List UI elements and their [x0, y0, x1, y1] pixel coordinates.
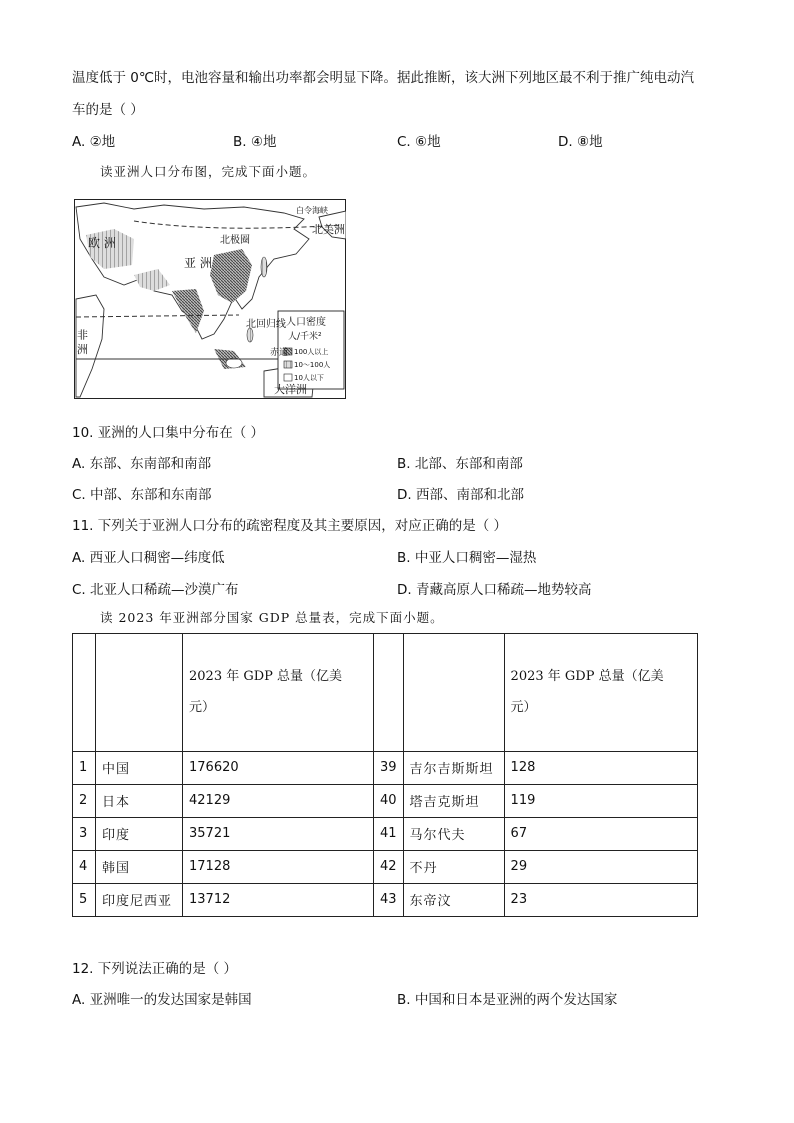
- table-row: [73, 817, 698, 850]
- map-label-north-america: 北美洲: [312, 223, 345, 236]
- rank-cell: 39: [374, 751, 404, 784]
- q9-stem-line2: 车的是（ ）: [72, 102, 144, 118]
- q11-option-c: C. 北亚人口稀疏—沙漠广布: [72, 582, 239, 598]
- gdp-cell: 17128: [183, 850, 374, 883]
- country-cell: 日本: [96, 784, 183, 817]
- header-empty-cell: [96, 634, 183, 752]
- rank-cell: 42: [374, 850, 404, 883]
- country-cell: 马尔代夫: [403, 817, 504, 850]
- map-label-oceania: 大洋洲: [274, 383, 307, 396]
- gdp-cell: 35721: [183, 817, 374, 850]
- gdp-table: [72, 633, 698, 917]
- table-intro: 读 2023 年亚洲部分国家 GDP 总量表，完成下面小题。: [100, 610, 444, 625]
- gdp-cell: 42129: [183, 784, 374, 817]
- legend-label-sparse: 10人以下: [294, 374, 324, 382]
- gdp-cell: 23: [504, 883, 697, 916]
- header-empty-cell: [403, 634, 504, 752]
- country-cell: 印度尼西亚: [96, 883, 183, 916]
- q10-option-a: A. 东部、东南部和南部: [72, 456, 212, 472]
- map-label-asia: 亚 洲: [184, 256, 212, 270]
- map-label-europe: 欧 洲: [88, 236, 116, 250]
- legend-label-dense: 100人以上: [294, 348, 329, 356]
- rank-cell: 4: [73, 850, 96, 883]
- table-header-row: [73, 634, 698, 752]
- map-label-bering: 白令海峡: [296, 206, 328, 215]
- gdp-cell: 128: [504, 751, 697, 784]
- map-intro: 读亚洲人口分布图，完成下面小题。: [100, 164, 317, 179]
- country-cell: 中国: [96, 751, 183, 784]
- q11-stem: 11. 下列关于亚洲人口分布的疏密程度及其主要原因，对应正确的是（ ）: [72, 518, 508, 534]
- q11-option-a: A. 西亚人口稠密—纬度低: [72, 550, 225, 566]
- legend-unit: 人/千米²: [288, 332, 322, 342]
- country-cell: 东帝汶: [403, 883, 504, 916]
- asia-population-map: [74, 199, 346, 399]
- country-cell: 吉尔吉斯斯坦: [403, 751, 504, 784]
- q9-option-d: D. ⑧地: [558, 134, 603, 150]
- q11-option-d: D. 青藏高原人口稀疏—地势较高: [397, 582, 592, 598]
- header-gdp-line2: 元）: [510, 700, 537, 716]
- gdp-cell: 67: [504, 817, 697, 850]
- q9-option-c: C. ⑥地: [397, 134, 441, 150]
- gdp-cell: 176620: [183, 751, 374, 784]
- q10-option-c: C. 中部、东部和东南部: [72, 487, 212, 503]
- header-empty-cell: [374, 634, 404, 752]
- table-row: [73, 850, 698, 883]
- legend-title: 人口密度: [286, 317, 326, 328]
- map-label-africa: 非 洲: [75, 329, 89, 355]
- rank-cell: 2: [73, 784, 96, 817]
- q9-option-b: B. ④地: [233, 134, 277, 150]
- rank-cell: 41: [374, 817, 404, 850]
- q10-option-d: D. 西部、南部和北部: [397, 487, 524, 503]
- map-label-tropic: 北回归线: [246, 319, 286, 330]
- rank-cell: 40: [374, 784, 404, 817]
- header-empty-cell: [73, 634, 96, 752]
- rank-cell: 3: [73, 817, 96, 850]
- q12-option-a: A. 亚洲唯一的发达国家是韩国: [72, 992, 252, 1008]
- legend-swatch-sparse: [284, 374, 292, 381]
- rank-cell: 5: [73, 883, 96, 916]
- rank-cell: 43: [374, 883, 404, 916]
- header-gdp-right: [504, 634, 697, 752]
- q9-option-a: A. ②地: [72, 134, 116, 150]
- gdp-cell: 119: [504, 784, 697, 817]
- q9-stem-line1: 温度低于 0℃时，电池容量和输出功率都会明显下降。据此推断，该大洲下列地区最不利于推广纯电动汽: [72, 70, 695, 86]
- header-gdp-left: [183, 634, 374, 752]
- q12-stem: 12. 下列说法正确的是（ ）: [72, 961, 238, 977]
- gdp-cell: 13712: [183, 883, 374, 916]
- header-gdp-line1: 2023 年 GDP 总量（亿美: [510, 669, 664, 685]
- country-cell: 不丹: [403, 850, 504, 883]
- philippines-island: [247, 328, 253, 342]
- q10-option-b: B. 北部、东部和南部: [397, 456, 523, 472]
- rank-cell: 1: [73, 751, 96, 784]
- japan-island: [261, 257, 267, 277]
- table-row: [73, 883, 698, 916]
- gdp-cell: 29: [504, 850, 697, 883]
- header-gdp-line2: 元）: [189, 700, 216, 716]
- map-label-arctic-circle: 北极圈: [220, 235, 250, 246]
- header-gdp-line1: 2023 年 GDP 总量（亿美: [189, 669, 343, 685]
- legend-swatch-mid: [284, 361, 292, 368]
- country-cell: 印度: [96, 817, 183, 850]
- table-row: [73, 784, 698, 817]
- q12-option-b: B. 中国和日本是亚洲的两个发达国家: [397, 992, 618, 1008]
- q11-option-b: B. 中亚人口稠密—湿热: [397, 550, 537, 566]
- country-cell: 韩国: [96, 850, 183, 883]
- legend-label-mid: 10～100人: [294, 361, 331, 369]
- map-label-equator: 赤道: [270, 348, 289, 358]
- country-cell: 塔吉克斯坦: [403, 784, 504, 817]
- q10-stem: 10. 亚洲的人口集中分布在（ ）: [72, 425, 265, 441]
- table-row: [73, 751, 698, 784]
